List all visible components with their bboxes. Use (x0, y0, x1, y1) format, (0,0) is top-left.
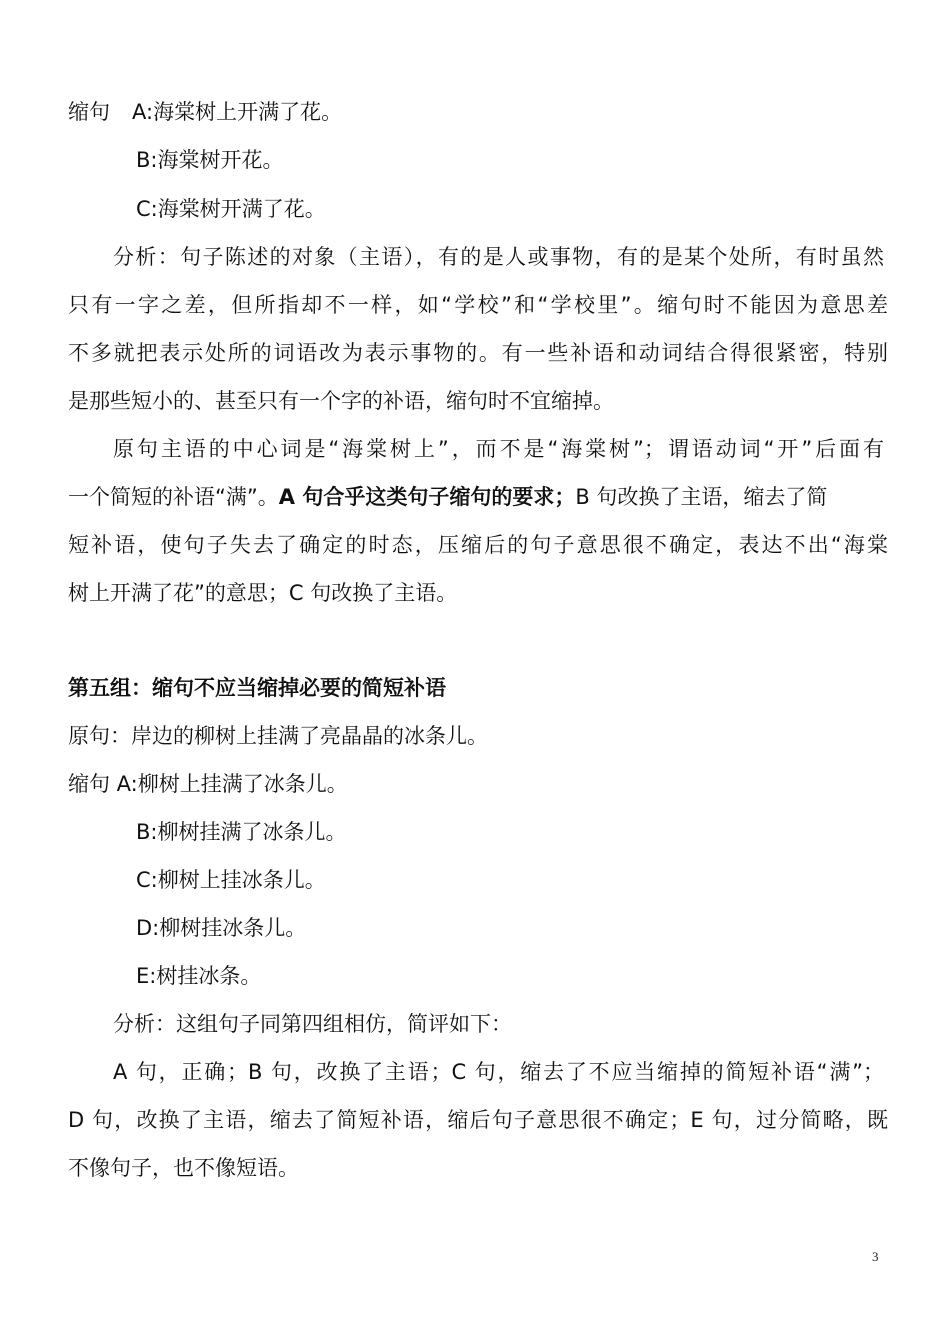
para2-text-normal: 一个简短的补语“满”。 (68, 485, 279, 509)
page-number: 3 (872, 1249, 879, 1264)
group4-short-b: B:海棠树开花。 (136, 148, 284, 172)
group4-analysis-line-2: 只有一字之差，但所指却不一样，如“学校”和“学校里”。缩句时不能因为意思差 (68, 293, 888, 317)
group4-short-a: A:海棠树上开满了花。 (132, 100, 343, 124)
group5-short-a: 缩句 A:柳树上挂满了冰条儿。 (68, 772, 348, 796)
group5-original: 原句：岸边的柳树上挂满了亮晶晶的冰条儿。 (68, 724, 488, 748)
group5-analysis: 分析：这组句子同第四组相仿，简评如下： (113, 1012, 512, 1036)
group4-short-a-line (68, 97, 888, 127)
group4-analysis-line-3: 不多就把表示处所的词语改为表示事物的。有一些补语和动词结合得很紧密，特别 (68, 341, 888, 365)
para2-text-tail: B 句改换了主语，缩去了简 (575, 485, 828, 509)
group5-review-line-1: A 句，正确；B 句，改换了主语；C 句，缩去了不应当缩掉的简短补语“满”； (113, 1060, 884, 1084)
group4-para2-line-3: 短补语，使句子失去了确定的时态，压缩后的句子意思很不确定，表达不出“海棠 (68, 533, 888, 557)
group4-short-c: C:海棠树开满了花。 (136, 197, 326, 221)
group5-review-line-2: D 句，改换了主语，缩去了简短补语，缩后句子意思很不确定；E 句，过分简略，既 (68, 1108, 888, 1132)
short-label: 缩句 (68, 100, 110, 124)
group4-analysis-line-4: 是那些短小的、甚至只有一个字的补语，缩句时不宜缩掉。 (68, 389, 614, 413)
group5-short-d: D:柳树挂冰条儿。 (136, 916, 307, 940)
group5-heading: 第五组：缩句不应当缩掉必要的简短补语 (68, 676, 446, 700)
group5-short-e: E:树挂冰条。 (136, 964, 262, 988)
group4-analysis-line-1: 分析：句子陈述的对象（主语），有的是人或事物，有的是某个处所，有时虽然 (113, 245, 884, 269)
group4-para2-line-4: 树上开满了花”的意思；C 句改换了主语。 (68, 581, 458, 605)
para2-text-bold: A 句合乎这类句子缩句的要求； (278, 485, 576, 509)
group5-short-b: B:柳树挂满了冰条儿。 (136, 820, 347, 844)
group4-para2-line-2 (68, 482, 888, 512)
group5-short-c: C:柳树上挂冰条儿。 (136, 868, 326, 892)
group5-review-line-3: 不像句子，也不像短语。 (68, 1156, 299, 1180)
group4-para2-line-1: 原句主语的中心词是“海棠树上”，而不是“海棠树”；谓语动词“开”后面有 (113, 437, 884, 461)
